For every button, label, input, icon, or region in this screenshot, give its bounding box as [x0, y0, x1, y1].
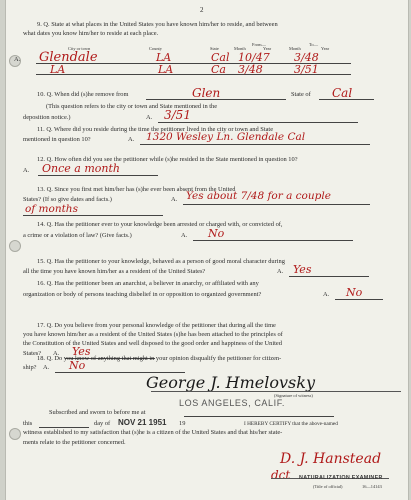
q15-answer-line [289, 276, 369, 277]
q10-answer-label: A. [146, 114, 153, 121]
q15-text-2: all the time you have known him/her as a resident of the United States? [23, 268, 206, 275]
q13-answer-2: of months [25, 203, 78, 215]
date-stamp: NOV 21 1951 [118, 418, 167, 427]
q10-state-value: Cal [332, 86, 353, 100]
q9-row1-state: Cal [211, 51, 230, 64]
q14-text-1: 14. Q. Has the petitioner ever to your knowledge been arrested or charged with, or convicted of, [37, 221, 283, 228]
q13-answer-line-2 [23, 215, 163, 216]
q10-answer: 3/51 [164, 108, 191, 122]
q9-text-2: what dates you know him/her to reside at each place. [23, 30, 159, 37]
examiner-title-stamp: NATURALIZATION EXAMINER [299, 475, 383, 481]
q14-answer-line [193, 240, 353, 241]
q18-answer: No [69, 359, 86, 372]
q13-answer-1: Yes about 7/48 for a couple [186, 190, 331, 202]
jurat-certify-1: I HEREBY CERTIFY that the above-named [244, 421, 338, 427]
q9-row1-county: LA [156, 51, 172, 64]
q16-answer-line [335, 299, 383, 300]
q17-text-1: 17. Q. Do you believe from your personal knowledge of the petitioner that during all the time [37, 322, 276, 329]
document-page [5, 0, 409, 500]
examiner-caption: (Title of official) [313, 484, 343, 489]
q11-answer-line [140, 144, 370, 145]
jurat-this: this [23, 420, 33, 427]
q15-text-1: 15. Q. Has the petitioner to your knowledge, behaved as a person of good moral character during [37, 258, 285, 265]
q17-text-2: you have known him/her as a resident of the United States (s)he has been attached to the principles of [23, 331, 283, 338]
q9-row2-from: 3/48 [238, 63, 263, 76]
form-code: 16—14143 [362, 484, 382, 489]
jurat-day-line [39, 427, 89, 428]
binder-hole [9, 428, 21, 440]
q9-col-to: To— [309, 42, 318, 47]
q11-text-2: mentioned in question 10? [23, 136, 91, 143]
q13-text-2: States? (If so give dates and facts.) [23, 196, 112, 203]
q10-answer-line [158, 122, 358, 123]
q14-answer: No [208, 227, 225, 240]
q15-answer: Yes [293, 263, 312, 276]
q10-state-label: State of [291, 91, 311, 98]
q9-col-county: County [149, 46, 162, 51]
q16-answer: No [346, 286, 363, 299]
q12-answer-line [38, 175, 158, 176]
q16-answer-label: A. [323, 291, 330, 298]
jurat-year: 19 [179, 420, 186, 427]
q9-col-from: From— [252, 42, 266, 47]
examiner-initials: dct [271, 468, 291, 482]
q13-answer-line-1 [183, 204, 370, 205]
q15-answer-label: A. [277, 268, 284, 275]
q9-row1-city: Glendale [39, 50, 98, 65]
q10-note: (This question refers to the city or town and State mentioned in the [46, 103, 218, 110]
binder-holes [9, 0, 23, 500]
q17-text-3: the Constitution of the United States and well disposed to the good order and happiness of the United [23, 340, 282, 347]
q10-text: 10. Q. When did (s)he remove from [37, 91, 129, 98]
q18-text-2: ship? [23, 364, 37, 371]
q14-text-2: a crime or a violation of law? (Give facts.) [23, 232, 132, 239]
q16-text-1: 16. Q. Has the petitioner been an anarchist, a believer in anarchy, or affiliated with any [37, 280, 259, 287]
q13-text-1: 13. Q. Since you first met him/her has (s)he ever been absent from the United [37, 186, 236, 193]
q10-sub-label: deposition notice.) [23, 114, 71, 121]
q9-row1-from: 10/47 [238, 51, 270, 64]
q9-col-month-from: Month [234, 46, 246, 51]
q13-answer-label: A. [171, 196, 178, 203]
examiner-signature: D. J. Hanstead [280, 451, 382, 467]
q9-col-year-to: Year [321, 46, 330, 51]
q17-text-4: States? [23, 350, 42, 357]
q16-text-2: organization or body of persons teaching disbelief in or opposition to organized government? [23, 291, 262, 298]
q11-answer-label: A. [128, 136, 135, 143]
q9-text-1: 9. Q. State at what places in the United States you have known him/her to reside, and between [37, 21, 278, 28]
q9-row2-to: 3/51 [294, 63, 319, 76]
jurat-certify-2: witness established to my satisfaction that (s)he is a citizen of the United States and that his/her state- [23, 429, 283, 436]
q9-row2-city: LA [50, 63, 66, 76]
q9-col-month-to: Month [289, 46, 301, 51]
q9-col-state: State [210, 46, 219, 51]
witness-signature: George J. Hmelovsky [146, 373, 315, 392]
q9-row2-county: LA [158, 63, 174, 76]
jurat-day-of: day of [94, 420, 111, 427]
q12-answer-label: A. [23, 167, 30, 174]
jurat-certify-3: ments relate to the petitioner concerned. [23, 439, 126, 446]
q9-row1-to: 3/48 [294, 51, 319, 64]
q12-text: 12. Q. How often did you see the petitioner while (s)he resided in the State mentioned in question 10? [37, 156, 298, 163]
page-number: 2 [200, 6, 204, 14]
q12-answer: Once a month [42, 162, 120, 175]
q9-answer-label: A. [14, 56, 21, 63]
jurat-place-line [184, 416, 334, 417]
binder-hole [9, 240, 21, 252]
location-stamp: LOS ANGELES, CALIF. [179, 398, 285, 408]
q11-text-1: 11. Q. Where did you reside during the time the petitioner lived in the city or town and State [37, 126, 274, 133]
q9-col-year-from: Year [263, 46, 272, 51]
q11-answer: 1320 Wesley Ln. Glendale Cal [146, 131, 306, 143]
q14-answer-label: A. [181, 232, 188, 239]
q18-text: 18. Q. Do you know of anything that might in your opinion disqualify the petitioner for citizen- [37, 355, 282, 362]
jurat-subscribed: Subscribed and sworn to before me at [49, 409, 146, 416]
q18-answer-label: A. [43, 364, 50, 371]
q17-answer-label: A. [53, 350, 60, 357]
q9-col-city: City or town [68, 46, 91, 51]
witness-signature-line [151, 391, 401, 392]
q17-answer: Yes [72, 345, 91, 358]
q10-place: Glen [192, 86, 221, 100]
witness-signature-caption: (Signature of witness) [274, 393, 313, 398]
q9-row2-state: Ca [211, 63, 226, 76]
